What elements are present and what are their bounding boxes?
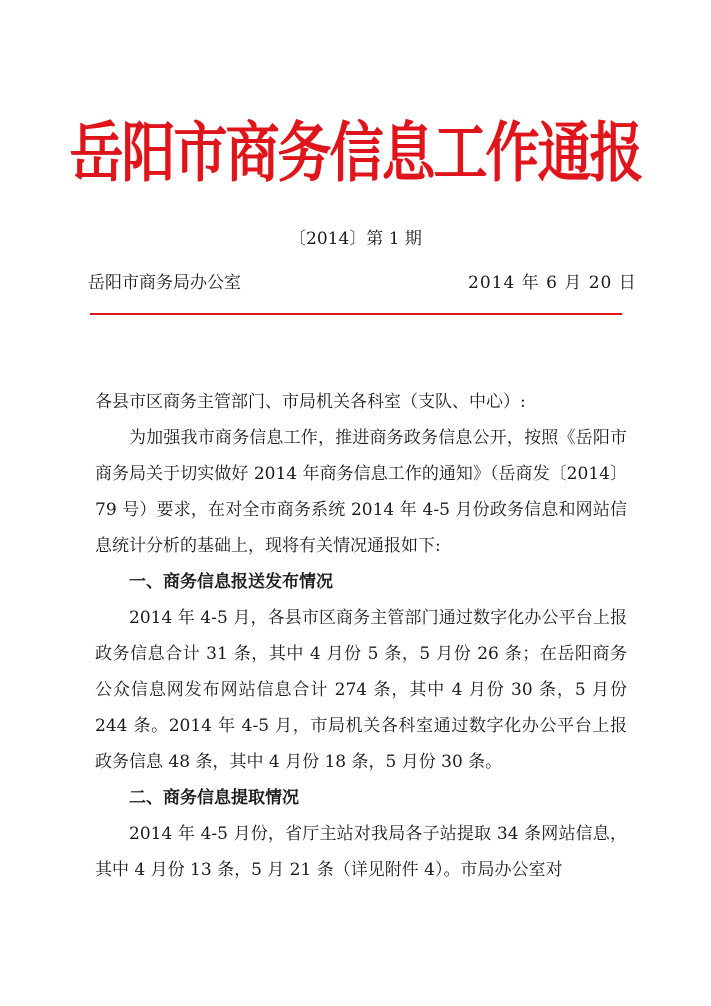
red-divider: [90, 313, 622, 315]
section-2-paragraph: 2014 年 4-5 月份，省厅主站对我局各子站提取 34 条网站信息，其中 4 月份 13 条，5 月 21 条（详见附件 4）。市局办公室对: [95, 824, 627, 880]
issue-date: 2014 年 6 月 20 日: [468, 273, 637, 293]
document-body: [95, 384, 627, 888]
issue-number: 〔2014〕第 1 期: [289, 229, 422, 249]
section-1-heading: 一、商务信息报送发布情况: [129, 572, 333, 592]
intro-paragraph: 为加强我市商务信息工作，推进商务政务信息公开，按照《岳阳市商务局关于切实做好 2014 年商务信息工作的通知》（岳商发〔2014〕79 号）要求，在对全市商务系统 2014 年 4-5 月份政务信息和网站信息统计分析的基础上，现将有关情况通报如下:: [95, 428, 627, 556]
issuer-name: 岳阳市商务局办公室: [88, 273, 241, 293]
section-2-heading: 二、商务信息提取情况: [129, 788, 299, 808]
masthead-title: 岳阳市商务信息工作通报: [69, 113, 642, 191]
salutation: 各县市区商务主管部门、市局机关各科室（支队、中心）:: [95, 392, 526, 412]
section-1-paragraph: 2014 年 4-5 月，各县市区商务主管部门通过数字化办公平台上报政务信息合计 31 条，其中 4 月份 5 条，5 月份 26 条；在岳阳商务公众信息网发布网站信息合计 274 条，其中 4 月份 30 条，5 月份 244 条。2014 年 4-5 月，市局机关各科室通过数字化办公平台上报政务信息 48 条，其中 4 月份 18 条，5 月份 30 条。: [95, 608, 627, 772]
